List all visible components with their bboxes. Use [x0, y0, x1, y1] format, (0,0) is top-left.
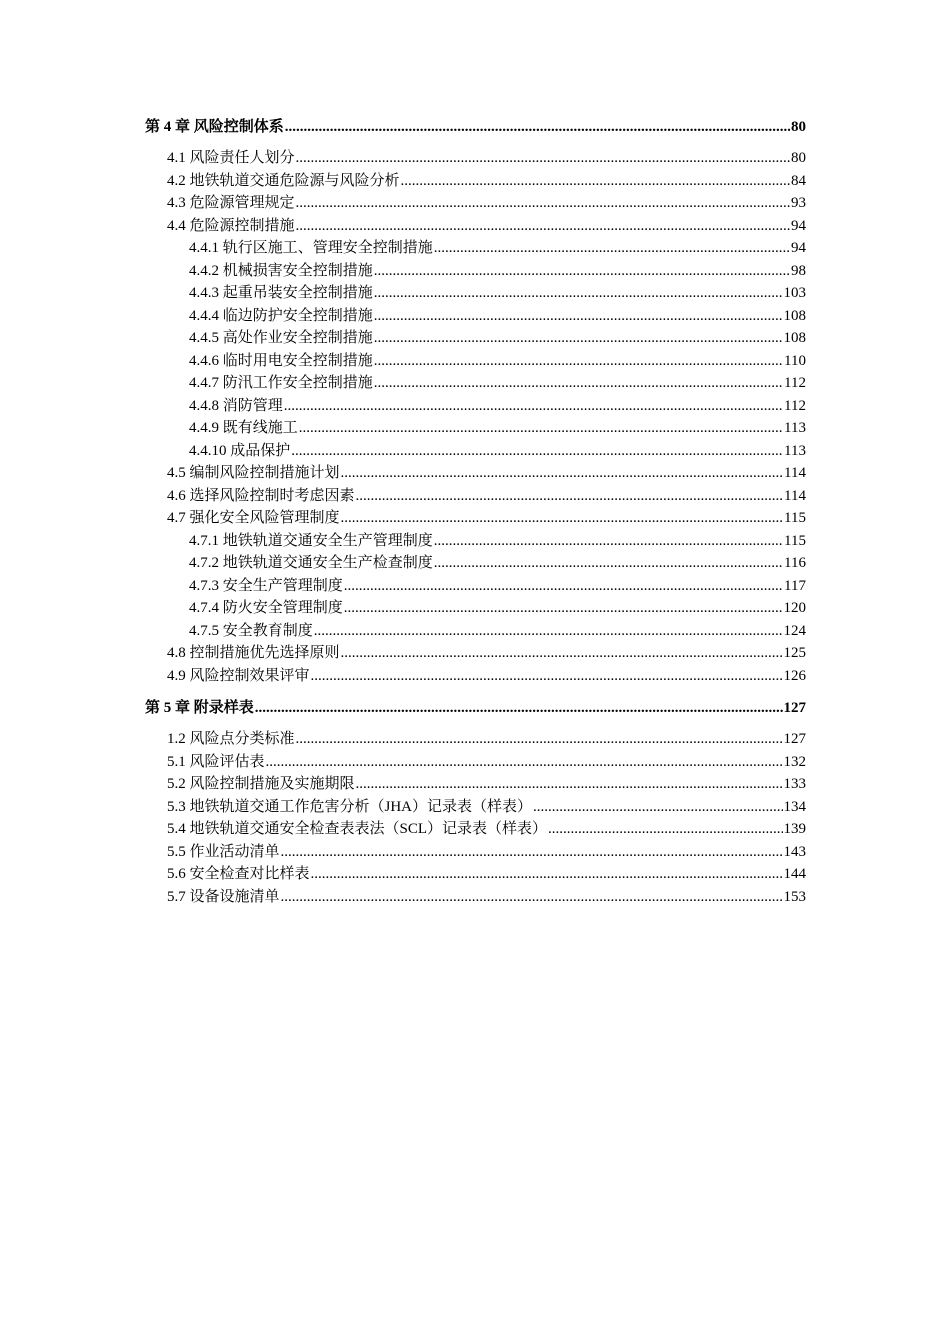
toc-dot-leader — [341, 462, 784, 485]
toc-entry-title: 4.7.3 安全生产管理制度 — [189, 577, 343, 594]
toc-dot-leader — [374, 372, 783, 395]
toc-subsection-entry[interactable] — [145, 372, 806, 395]
toc-page-number: 127 — [783, 731, 806, 747]
toc-page-number: 120 — [783, 600, 806, 616]
toc-dot-leader — [314, 620, 783, 643]
toc-page-number: 116 — [784, 555, 806, 571]
toc-section-entry[interactable] — [145, 215, 806, 238]
toc-entry-title: 4.7 强化安全风险管理制度 — [167, 510, 340, 526]
toc-section-entry[interactable] — [145, 796, 806, 819]
toc-subsection-entry[interactable] — [145, 530, 806, 553]
toc-subsection-entry[interactable] — [145, 350, 806, 373]
toc-section-entry[interactable] — [145, 462, 806, 485]
toc-page-number: 117 — [784, 577, 806, 594]
toc-entry-title: 4.4.5 高处作业安全控制措施 — [189, 330, 373, 346]
toc-page-number: 115 — [784, 510, 806, 526]
toc-entry-title: 4.7.5 安全教育制度 — [189, 622, 313, 639]
toc-dot-leader — [311, 665, 783, 688]
toc-entry-title: 4.4.10 成品保护 — [189, 442, 291, 459]
toc-dot-leader — [356, 485, 784, 508]
toc-page-number: 134 — [783, 798, 806, 815]
toc-entry-title: 4.4.1 轨行区施工、管理安全控制措施 — [189, 240, 433, 256]
toc-page-number: 125 — [783, 645, 806, 661]
toc-section-entry[interactable] — [145, 642, 806, 665]
toc-page-number: 114 — [784, 487, 806, 504]
toc-subsection-entry[interactable] — [145, 417, 806, 440]
toc-subsection-entry[interactable] — [145, 620, 806, 643]
toc-dot-leader — [281, 886, 783, 909]
toc-page-number: 113 — [784, 420, 806, 436]
toc-page-number: 114 — [784, 465, 806, 481]
toc-dot-leader — [311, 863, 783, 886]
toc-section-entry[interactable] — [145, 773, 806, 796]
toc-section-entry[interactable] — [145, 728, 806, 751]
toc-dot-leader — [374, 305, 783, 328]
toc-entry-title: 4.4 危险源控制措施 — [167, 217, 295, 234]
toc-page-number: 132 — [783, 753, 806, 770]
table-of-contents — [145, 115, 806, 908]
toc-dot-leader — [374, 260, 790, 283]
toc-page-number: 80 — [791, 119, 806, 135]
toc-dot-leader — [548, 818, 782, 841]
toc-page-number: 115 — [784, 532, 806, 549]
toc-entry-title: 4.4.7 防汛工作安全控制措施 — [189, 375, 373, 391]
toc-dot-leader — [296, 192, 790, 215]
toc-entry-title: 第 5 章 附录样表 — [145, 700, 254, 716]
toc-dot-leader — [374, 282, 783, 305]
toc-dot-leader — [299, 417, 783, 440]
toc-page-number: 133 — [783, 776, 806, 792]
toc-dot-leader — [374, 350, 783, 373]
toc-subsection-entry[interactable] — [145, 327, 806, 350]
toc-entry-title: 4.4.3 起重吊装安全控制措施 — [189, 285, 373, 301]
toc-subsection-entry[interactable] — [145, 597, 806, 620]
toc-dot-leader — [374, 327, 783, 350]
toc-dot-leader — [284, 395, 783, 418]
toc-subsection-entry[interactable] — [145, 575, 806, 598]
toc-chapter-entry[interactable] — [145, 115, 806, 138]
toc-subsection-entry[interactable] — [145, 282, 806, 305]
toc-section-entry[interactable] — [145, 485, 806, 508]
toc-entry-title: 5.2 风险控制措施及实施期限 — [167, 776, 355, 792]
toc-entry-title: 5.4 地铁轨道交通安全检查表表法（SCL）记录表（样表） — [167, 821, 548, 837]
toc-section-entry[interactable] — [145, 192, 806, 215]
toc-entry-title: 4.6 选择风险控制时考虑因素 — [167, 487, 355, 504]
toc-entry-title: 5.6 安全检查对比样表 — [167, 866, 310, 882]
toc-section-entry[interactable] — [145, 665, 806, 688]
toc-subsection-entry[interactable] — [145, 552, 806, 575]
toc-page-number: 94 — [791, 240, 806, 256]
toc-dot-leader — [344, 575, 783, 598]
toc-entry-title: 第 4 章 风险控制体系 — [145, 119, 284, 135]
toc-section-entry[interactable] — [145, 863, 806, 886]
toc-entry-title: 5.5 作业活动清单 — [167, 843, 280, 860]
toc-dot-leader — [296, 728, 783, 751]
toc-dot-leader — [401, 170, 790, 193]
toc-page-number: 153 — [783, 888, 806, 905]
toc-page-number: 144 — [783, 866, 806, 882]
toc-entry-title: 1.2 风险点分类标准 — [167, 731, 295, 747]
toc-section-entry[interactable] — [145, 170, 806, 193]
toc-subsection-entry[interactable] — [145, 440, 806, 463]
toc-page-number: 98 — [791, 262, 806, 279]
toc-entry-title: 4.9 风险控制效果评审 — [167, 667, 310, 684]
toc-dot-leader — [434, 237, 790, 260]
toc-dot-leader — [296, 215, 790, 238]
toc-page-number: 93 — [791, 195, 806, 211]
toc-dot-leader — [434, 552, 783, 575]
toc-dot-leader — [266, 751, 783, 774]
toc-page-number: 84 — [791, 172, 806, 189]
toc-entry-title: 5.7 设备设施清单 — [167, 888, 280, 905]
toc-entry-title: 4.7.2 地铁轨道交通安全生产检查制度 — [189, 555, 433, 571]
toc-page-number: 94 — [791, 217, 806, 234]
toc-page-number: 112 — [784, 375, 806, 391]
toc-entry-title: 4.4.6 临时用电安全控制措施 — [189, 352, 373, 369]
toc-entry-title: 4.3 危险源管理规定 — [167, 195, 295, 211]
toc-entry-title: 4.5 编制风险控制措施计划 — [167, 465, 340, 481]
toc-subsection-entry[interactable] — [145, 395, 806, 418]
toc-page-number: 113 — [784, 442, 806, 459]
toc-entry-title: 5.1 风险评估表 — [167, 753, 265, 770]
toc-dot-leader — [291, 440, 783, 463]
toc-page-number: 124 — [783, 622, 806, 639]
toc-entry-title: 4.4.2 机械损害安全控制措施 — [189, 262, 373, 279]
toc-subsection-entry[interactable] — [145, 260, 806, 283]
toc-page-number: 143 — [783, 843, 806, 860]
toc-dot-leader — [341, 642, 783, 665]
toc-dot-leader — [344, 597, 783, 620]
toc-dot-leader — [533, 796, 782, 819]
toc-section-entry[interactable] — [145, 147, 806, 170]
toc-dot-leader — [255, 697, 783, 720]
toc-page-number: 108 — [783, 330, 806, 346]
toc-entry-title: 4.1 风险责任人划分 — [167, 150, 295, 166]
toc-subsection-entry[interactable] — [145, 305, 806, 328]
toc-section-entry[interactable] — [145, 507, 806, 530]
toc-section-entry[interactable] — [145, 841, 806, 864]
toc-section-entry[interactable] — [145, 818, 806, 841]
toc-page-number: 112 — [784, 397, 806, 414]
toc-subsection-entry[interactable] — [145, 237, 806, 260]
toc-entry-title: 4.2 地铁轨道交通危险源与风险分析 — [167, 172, 400, 189]
toc-entry-title: 4.4.8 消防管理 — [189, 397, 283, 414]
toc-entry-title: 5.3 地铁轨道交通工作危害分析（JHA）记录表（样表） — [167, 798, 533, 815]
toc-page-number: 127 — [783, 700, 806, 716]
toc-page-number: 110 — [784, 352, 806, 369]
toc-dot-leader — [434, 530, 783, 553]
toc-page-number: 80 — [791, 150, 806, 166]
toc-entry-title: 4.8 控制措施优先选择原则 — [167, 645, 340, 661]
toc-page-number: 103 — [783, 285, 806, 301]
toc-page-number: 126 — [783, 667, 806, 684]
toc-page-number: 108 — [783, 307, 806, 324]
toc-page-number: 139 — [783, 821, 806, 837]
toc-entry-title: 4.7.1 地铁轨道交通安全生产管理制度 — [189, 532, 433, 549]
toc-chapter-entry[interactable] — [145, 696, 806, 719]
toc-dot-leader — [356, 773, 783, 796]
toc-section-entry[interactable] — [145, 886, 806, 909]
toc-section-entry[interactable] — [145, 751, 806, 774]
toc-dot-leader — [281, 841, 783, 864]
toc-entry-title: 4.4.9 既有线施工 — [189, 420, 298, 436]
toc-dot-leader — [296, 147, 790, 170]
toc-dot-leader — [285, 116, 790, 139]
toc-entry-title: 4.4.4 临边防护安全控制措施 — [189, 307, 373, 324]
toc-dot-leader — [341, 507, 784, 530]
toc-entry-title: 4.7.4 防火安全管理制度 — [189, 600, 343, 616]
